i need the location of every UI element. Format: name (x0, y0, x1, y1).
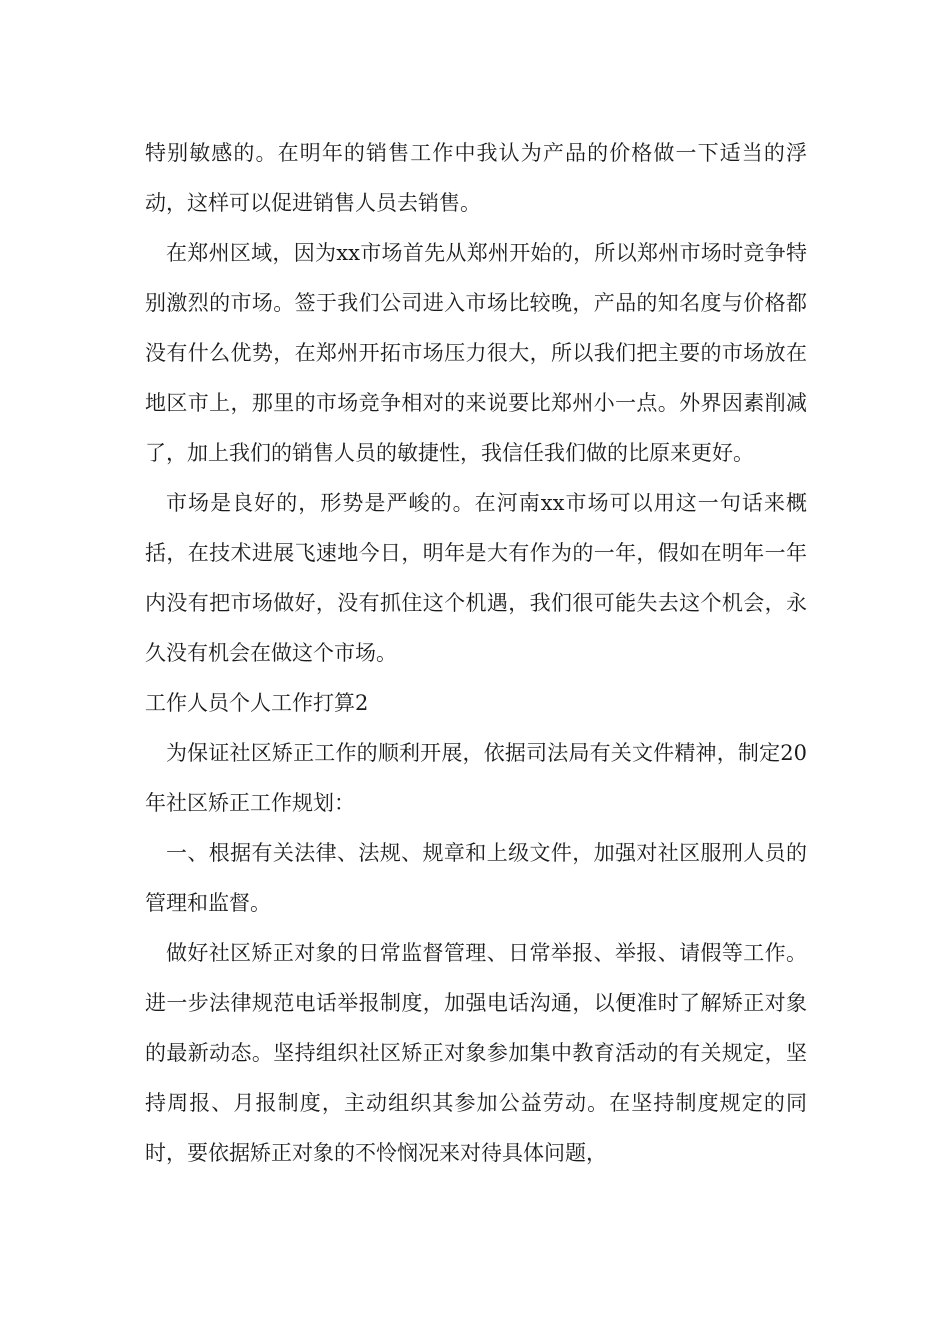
paragraph-4: 为保证社区矫正工作的顺利开展，依据司法局有关文件精神，制定20年社区矫正工作规划： (145, 741, 807, 815)
paragraph-3: 市场是良好的，形势是严峻的。在河南xx市场可以用这一句话来概括，在技术进展飞速地今日，明年是大有作为的一年，假如在明年一年内没有把市场做好，没有抓住这个机遇，我们很可能失去这个机会，永久没有机会在做这个市场。 (145, 491, 807, 665)
paragraph-2: 在郑州区域，因为xx市场首先从郑州开始的，所以郑州市场时竞争特别激烈的市场。签于我们公司进入市场比较晚，产品的知名度与价格都没有什么优势，在郑州开拓市场压力很大，所以我们把主要的市场放在地区市上，那里的市场竞争相对的来说要比郑州小一点。外界因素削减了，加上我们的销售人员的敏捷性，我信任我们做的比原来更好。 (145, 241, 807, 465)
paragraph-6: 做好社区矫正对象的日常监督管理、日常举报、举报、请假等工作。进一步法律规范电话举报制度，加强电话沟通，以便准时了解矫正对象的最新动态。坚持组织社区矫正对象参加集中教育活动的有关规定，坚持周报、月报制度，主动组织其参加公益劳动。在坚持制度规定的同时，要依据矫正对象的不怜悯况来对待具体问题， (145, 941, 807, 1165)
paragraph-5: 一、根据有关法律、法规、规章和上级文件，加强对社区服刑人员的管理和监督。 (145, 841, 807, 915)
section-heading: 工作人员个人工作打算2 (145, 691, 369, 715)
document-page (145, 128, 807, 1178)
paragraph-1: 特别敏感的。在明年的销售工作中我认为产品的价格做一下适当的浮动，这样可以促进销售人员去销售。 (145, 141, 807, 215)
